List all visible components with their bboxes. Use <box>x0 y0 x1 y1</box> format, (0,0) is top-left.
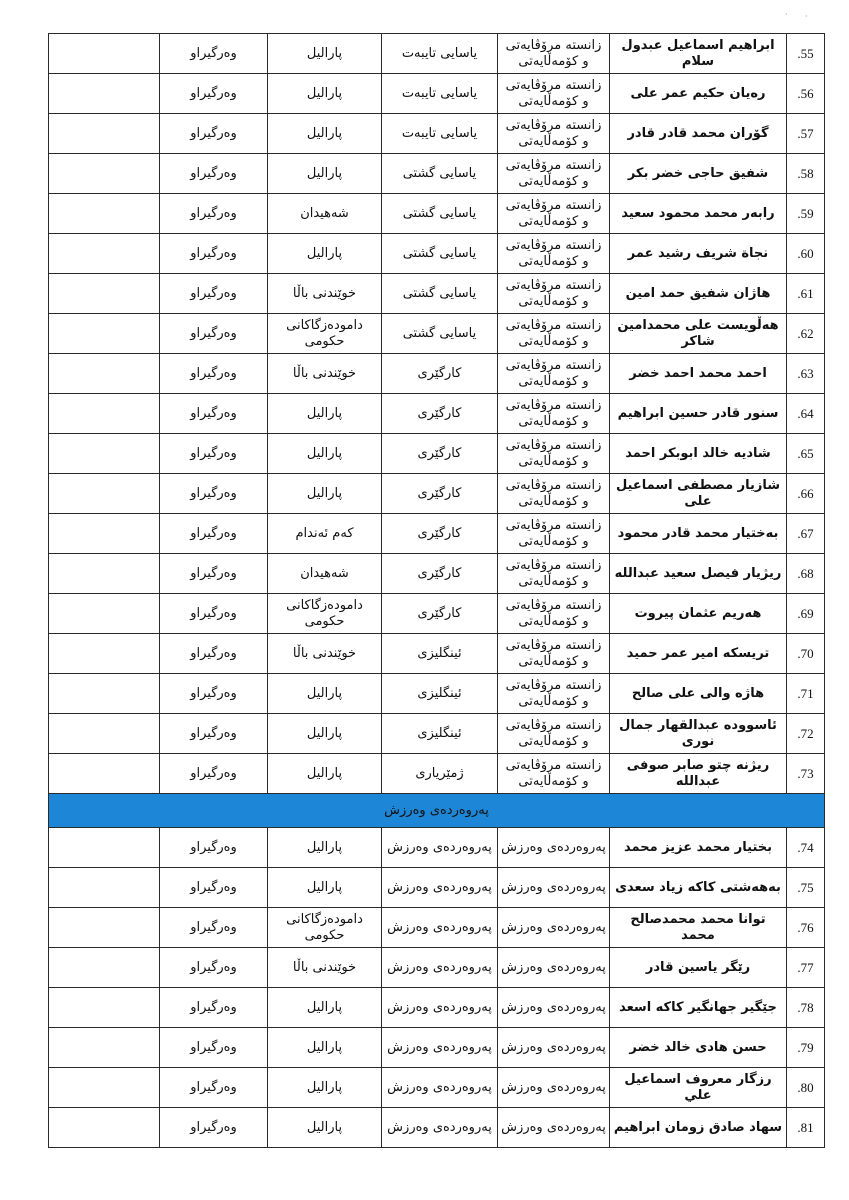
empty-cell <box>49 154 160 194</box>
admission-channel: پارالیل <box>268 1108 382 1148</box>
admission-channel: خوێندنی باڵا <box>268 634 382 674</box>
row-number: .55 <box>787 34 825 74</box>
empty-cell <box>49 1108 160 1148</box>
row-number: .73 <box>787 754 825 794</box>
department: یاسایی تایبەت <box>382 34 498 74</box>
empty-cell <box>49 594 160 634</box>
row-number: .79 <box>787 1028 825 1068</box>
student-name: نجاة شريف رشيد عمر <box>610 234 787 274</box>
table-row <box>49 394 825 434</box>
department: ئینگلیزی <box>382 634 498 674</box>
field-of-study: پەروەردەی وەرزش <box>498 1028 610 1068</box>
department: کارگێری <box>382 554 498 594</box>
admission-channel: پارالیل <box>268 988 382 1028</box>
admission-channel: خوێندنی باڵا <box>268 948 382 988</box>
admission-status: وەرگیراو <box>160 354 268 394</box>
table-row <box>49 434 825 474</box>
admission-status: وەرگیراو <box>160 1028 268 1068</box>
table-body-sports <box>49 828 825 1148</box>
table-row <box>49 114 825 154</box>
table-row <box>49 234 825 274</box>
table-row <box>49 34 825 74</box>
admission-status: وەرگیراو <box>160 514 268 554</box>
table-row <box>49 194 825 234</box>
admission-channel: پارالیل <box>268 234 382 274</box>
row-number: .63 <box>787 354 825 394</box>
empty-cell <box>49 754 160 794</box>
admission-status: وەرگیراو <box>160 194 268 234</box>
department: یاسایی تایبەت <box>382 74 498 114</box>
empty-cell <box>49 514 160 554</box>
empty-cell <box>49 34 160 74</box>
row-number: .75 <box>787 868 825 908</box>
admission-status: وەرگیراو <box>160 988 268 1028</box>
admission-channel: پارالیل <box>268 754 382 794</box>
admission-channel: پارالیل <box>268 674 382 714</box>
field-of-study: زانستە مرۆڤایەتی و کۆمەڵایەتی <box>498 714 610 754</box>
row-number: .71 <box>787 674 825 714</box>
admission-status: وەرگیراو <box>160 394 268 434</box>
table-row <box>49 74 825 114</box>
table-row <box>49 828 825 868</box>
field-of-study: پەروەردەی وەرزش <box>498 948 610 988</box>
student-name: رەيان حكيم عمر علی <box>610 74 787 114</box>
admission-channel: پارالیل <box>268 434 382 474</box>
admission-channel: شەهیدان <box>268 194 382 234</box>
field-of-study: پەروەردەی وەرزش <box>498 908 610 948</box>
empty-cell <box>49 314 160 354</box>
table-row <box>49 908 825 948</box>
student-name: رابەر محمد محمود سعيد <box>610 194 787 234</box>
admission-channel: پارالیل <box>268 868 382 908</box>
admission-status: وەرگیراو <box>160 314 268 354</box>
student-name: هاژان شفيق حمد امين <box>610 274 787 314</box>
admission-status: وەرگیراو <box>160 554 268 594</box>
field-of-study: زانستە مرۆڤایەتی و کۆمەڵایەتی <box>498 434 610 474</box>
empty-cell <box>49 74 160 114</box>
field-of-study: زانستە مرۆڤایەتی و کۆمەڵایەتی <box>498 34 610 74</box>
table-row <box>49 274 825 314</box>
table-row <box>49 1108 825 1148</box>
field-of-study: زانستە مرۆڤایەتی و کۆمەڵایەتی <box>498 154 610 194</box>
row-number: .68 <box>787 554 825 594</box>
admission-status: وەرگیراو <box>160 154 268 194</box>
department: پەروەردەی وەرزش <box>382 868 498 908</box>
row-number: .58 <box>787 154 825 194</box>
row-number: .64 <box>787 394 825 434</box>
row-number: .57 <box>787 114 825 154</box>
empty-cell <box>49 828 160 868</box>
field-of-study: زانستە مرۆڤایەتی و کۆمەڵایەتی <box>498 194 610 234</box>
student-name: رزگار معروف اسماعيل علي <box>610 1068 787 1108</box>
department: پەروەردەی وەرزش <box>382 1068 498 1108</box>
admission-channel: پارالیل <box>268 34 382 74</box>
row-number: .69 <box>787 594 825 634</box>
admission-channel: دامودەزگاکانی حکومی <box>268 314 382 354</box>
admission-channel: خوێندنی باڵا <box>268 354 382 394</box>
student-name: توانا محمد محمدصالح محمد <box>610 908 787 948</box>
table-section-header <box>49 794 825 828</box>
empty-cell <box>49 474 160 514</box>
empty-cell <box>49 714 160 754</box>
empty-cell <box>49 1028 160 1068</box>
row-number: .60 <box>787 234 825 274</box>
department: کارگێری <box>382 514 498 554</box>
student-name: هەریم عثمان پيروت <box>610 594 787 634</box>
row-number: .62 <box>787 314 825 354</box>
field-of-study: زانستە مرۆڤایەتی و کۆمەڵایەتی <box>498 74 610 114</box>
empty-cell <box>49 194 160 234</box>
student-name: ريژيار فيصل سعيد عبدالله <box>610 554 787 594</box>
table-row <box>49 1028 825 1068</box>
empty-cell <box>49 114 160 154</box>
admission-channel: پارالیل <box>268 474 382 514</box>
student-name: احمد محمد احمد خضر <box>610 354 787 394</box>
empty-cell <box>49 988 160 1028</box>
field-of-study: زانستە مرۆڤایەتی و کۆمەڵایەتی <box>498 594 610 634</box>
empty-cell <box>49 234 160 274</box>
row-number: .56 <box>787 74 825 114</box>
row-number: .77 <box>787 948 825 988</box>
row-number: .66 <box>787 474 825 514</box>
student-name: ابراهيم اسماعيل عبدول سلام <box>610 34 787 74</box>
admission-channel: پارالیل <box>268 74 382 114</box>
table-row <box>49 514 825 554</box>
empty-cell <box>49 394 160 434</box>
student-name: سهاد صادق زومان ابراهيم <box>610 1108 787 1148</box>
admission-channel: پارالیل <box>268 714 382 754</box>
department: پەروەردەی وەرزش <box>382 1028 498 1068</box>
document-page <box>48 33 824 1148</box>
department: ئینگلیزی <box>382 674 498 714</box>
department: ئینگلیزی <box>382 714 498 754</box>
field-of-study: زانستە مرۆڤایەتی و کۆمەڵایەتی <box>498 354 610 394</box>
department: ژمێریاری <box>382 754 498 794</box>
student-name: رێگر ياسين قادر <box>610 948 787 988</box>
empty-cell <box>49 674 160 714</box>
table-row <box>49 754 825 794</box>
department: کارگێری <box>382 354 498 394</box>
field-of-study: پەروەردەی وەرزش <box>498 1068 610 1108</box>
empty-cell <box>49 868 160 908</box>
admission-status: وەرگیراو <box>160 234 268 274</box>
department: یاسایی گشتی <box>382 154 498 194</box>
empty-cell <box>49 554 160 594</box>
empty-cell <box>49 908 160 948</box>
row-number: .81 <box>787 1108 825 1148</box>
admission-status: وەرگیراو <box>160 908 268 948</box>
empty-cell <box>49 434 160 474</box>
department: یاسایی گشتی <box>382 194 498 234</box>
section-row <box>49 794 825 828</box>
table-row <box>49 674 825 714</box>
department: پەروەردەی وەرزش <box>382 988 498 1028</box>
row-number: .59 <box>787 194 825 234</box>
table-row <box>49 474 825 514</box>
admission-channel: دامودەزگاکانی حکومی <box>268 594 382 634</box>
field-of-study: زانستە مرۆڤایەتی و کۆمەڵایەتی <box>498 554 610 594</box>
table-row <box>49 314 825 354</box>
admission-status: وەرگیراو <box>160 868 268 908</box>
admission-status: وەرگیراو <box>160 754 268 794</box>
field-of-study: زانستە مرۆڤایەتی و کۆمەڵایەتی <box>498 274 610 314</box>
student-name: حسن هادی خالد خضر <box>610 1028 787 1068</box>
department: پەروەردەی وەرزش <box>382 948 498 988</box>
admission-channel: شەهیدان <box>268 554 382 594</box>
row-number: .61 <box>787 274 825 314</box>
empty-cell <box>49 634 160 674</box>
table-row <box>49 594 825 634</box>
student-name: هەڵویست علی محمدامين شاكر <box>610 314 787 354</box>
department: یاسایی گشتی <box>382 314 498 354</box>
table-row <box>49 634 825 674</box>
admission-table <box>48 33 825 1148</box>
field-of-study: زانستە مرۆڤایەتی و کۆمەڵایەتی <box>498 674 610 714</box>
admission-status: وەرگیراو <box>160 34 268 74</box>
empty-cell <box>49 354 160 394</box>
field-of-study: پەروەردەی وەرزش <box>498 988 610 1028</box>
admission-status: وەرگیراو <box>160 474 268 514</box>
row-number: .74 <box>787 828 825 868</box>
student-name: ئاسووده عبدالقهار جمال نوری <box>610 714 787 754</box>
field-of-study: زانستە مرۆڤایەتی و کۆمەڵایەتی <box>498 234 610 274</box>
department: یاسایی گشتی <box>382 274 498 314</box>
row-number: .70 <box>787 634 825 674</box>
empty-cell <box>49 274 160 314</box>
row-number: .76 <box>787 908 825 948</box>
admission-status: وەرگیراو <box>160 74 268 114</box>
department: کارگێری <box>382 474 498 514</box>
row-number: .65 <box>787 434 825 474</box>
table-body-humanities <box>49 34 825 794</box>
admission-channel: پارالیل <box>268 828 382 868</box>
admission-status: وەرگیراو <box>160 594 268 634</box>
department: پەروەردەی وەرزش <box>382 1108 498 1148</box>
field-of-study: زانستە مرۆڤایەتی و کۆمەڵایەتی <box>498 474 610 514</box>
admission-channel: خوێندنی باڵا <box>268 274 382 314</box>
admission-status: وەرگیراو <box>160 714 268 754</box>
admission-status: وەرگیراو <box>160 634 268 674</box>
table-row <box>49 554 825 594</box>
admission-status: وەرگیراو <box>160 828 268 868</box>
field-of-study: زانستە مرۆڤایەتی و کۆمەڵایەتی <box>498 114 610 154</box>
row-number: .72 <box>787 714 825 754</box>
table-row <box>49 714 825 754</box>
field-of-study: زانستە مرۆڤایەتی و کۆمەڵایەتی <box>498 394 610 434</box>
field-of-study: پەروەردەی وەرزش <box>498 828 610 868</box>
section-title: پەروەردەی وەرزش <box>49 794 825 828</box>
admission-channel: پارالیل <box>268 1028 382 1068</box>
field-of-study: زانستە مرۆڤایەتی و کۆمەڵایەتی <box>498 754 610 794</box>
student-name: بختيار محمد عزيز محمد <box>610 828 787 868</box>
empty-cell <box>49 1068 160 1108</box>
row-number: .78 <box>787 988 825 1028</box>
student-name: سنور قادر حسين ابراهيم <box>610 394 787 434</box>
row-number: .80 <box>787 1068 825 1108</box>
admission-channel: پارالیل <box>268 1068 382 1108</box>
admission-status: وەرگیراو <box>160 674 268 714</box>
department: پەروەردەی وەرزش <box>382 908 498 948</box>
admission-status: وەرگیراو <box>160 274 268 314</box>
field-of-study: زانستە مرۆڤایەتی و کۆمەڵایەتی <box>498 634 610 674</box>
admission-channel: پارالیل <box>268 394 382 434</box>
student-name: گۆران محمد قادر قادر <box>610 114 787 154</box>
field-of-study: پەروەردەی وەرزش <box>498 868 610 908</box>
admission-channel: کەم ئەندام <box>268 514 382 554</box>
table-row <box>49 988 825 1028</box>
department: کارگێری <box>382 594 498 634</box>
row-number: .67 <box>787 514 825 554</box>
student-name: بەهەشتی كاكه زياد سعدی <box>610 868 787 908</box>
table-row <box>49 1068 825 1108</box>
admission-status: وەرگیراو <box>160 434 268 474</box>
field-of-study: پەروەردەی وەرزش <box>498 1108 610 1148</box>
table-row <box>49 154 825 194</box>
department: یاسایی گشتی <box>382 234 498 274</box>
scan-speck: · <box>785 10 788 19</box>
student-name: ريژنه چتو صابر صوفی عبدالله <box>610 754 787 794</box>
field-of-study: زانستە مرۆڤایەتی و کۆمەڵایەتی <box>498 314 610 354</box>
department: یاسایی تایبەت <box>382 114 498 154</box>
student-name: هاژه والی على صالح <box>610 674 787 714</box>
admission-status: وەرگیراو <box>160 1108 268 1148</box>
table-row <box>49 948 825 988</box>
student-name: جێگير جهانگير كاكه اسعد <box>610 988 787 1028</box>
scan-speck: · <box>805 12 808 21</box>
department: کارگێری <box>382 394 498 434</box>
table-row <box>49 868 825 908</box>
empty-cell <box>49 948 160 988</box>
student-name: بەختیار محمد قادر محمود <box>610 514 787 554</box>
admission-channel: پارالیل <box>268 114 382 154</box>
admission-status: وەرگیراو <box>160 1068 268 1108</box>
student-name: تريسكه امير عمر حميد <box>610 634 787 674</box>
admission-status: وەرگیراو <box>160 948 268 988</box>
admission-channel: دامودەزگاکانی حکومی <box>268 908 382 948</box>
student-name: شازيار مصطفى اسماعيل على <box>610 474 787 514</box>
student-name: شفيق حاجی خضر بكر <box>610 154 787 194</box>
admission-channel: پارالیل <box>268 154 382 194</box>
department: کارگێری <box>382 434 498 474</box>
table-row <box>49 354 825 394</box>
admission-status: وەرگیراو <box>160 114 268 154</box>
student-name: شاديه خالد ابوبكر احمد <box>610 434 787 474</box>
department: پەروەردەی وەرزش <box>382 828 498 868</box>
field-of-study: زانستە مرۆڤایەتی و کۆمەڵایەتی <box>498 514 610 554</box>
